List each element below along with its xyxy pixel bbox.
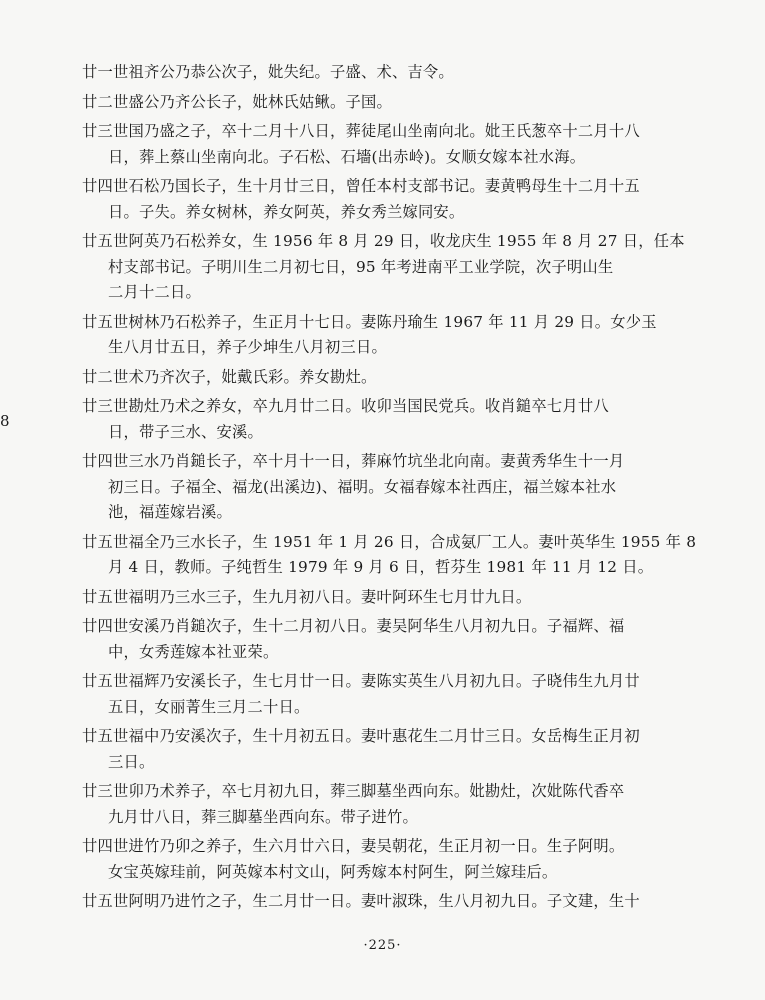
genealogy-entry <box>82 365 722 391</box>
entry-continuation-line: 月 4 日，教师。子纯哲生 1979 年 9 月 6 日，哲芬生 1981 年 11 月 12 日。 <box>108 558 654 576</box>
entry-first-line: 廿四世进竹乃卯之养子，生六月廿六日，妻吴朝花，生正月初一日。生子阿明。 <box>82 837 625 855</box>
entry-first-line: 廿四世安溪乃肖鎚次子，生十二月初八日。妻吴阿华生八月初九日。子福辉、福 <box>82 617 625 635</box>
genealogy-entry <box>82 779 722 830</box>
genealogy-entry <box>82 834 722 885</box>
entry-first-line: 廿三世国乃盛之子，卒十二月十八日，葬徒尾山坐南向北。妣王氏葱卒十二月十八 <box>82 122 640 140</box>
entry-first-line: 廿五世福辉乃安溪长子，生七月廿一日。妻陈实英生八月初九日。子晓伟生九月廿 <box>82 672 640 690</box>
entry-first-line: 廿三世勘灶乃术之养女，卒九月廿二日。收卯当国民党兵。收肖鎚卒七月廿八 <box>82 397 609 415</box>
entry-continuation-line: 女宝英嫁珪前，阿英嫁本村文山，阿秀嫁本村阿生，阿兰嫁珪后。 <box>108 862 558 881</box>
entry-continuation-line: 五日，女丽菁生三月二十日。 <box>108 697 310 716</box>
genealogy-entry <box>82 60 722 86</box>
entry-first-line: 廿三世卯乃术养子，卒七月初九日，葬三脚墓坐西向东。妣勘灶，次妣陈代香卒 <box>82 782 625 800</box>
genealogy-entry <box>82 174 722 225</box>
page-number: ·225· <box>363 938 402 953</box>
entry-first-line: 廿五世阿英乃石松养女，生 1956 年 8 月 29 日，收龙庆生 1955 年 8 月 27 日，任本 <box>82 232 685 250</box>
genealogy-entry <box>82 119 722 170</box>
entry-first-line: 廿五世福全乃三水长子，生 1951 年 1 月 26 日，合成氨厂工人。妻叶英华生 1955 年 8 <box>82 532 697 551</box>
entry-continuation-line: 九月廿八日，葬三脚墓坐西向东。带子进竹。 <box>108 807 418 826</box>
entry-continuation-line: 日。子失。养女树林，养女阿英，养女秀兰嫁同安。 <box>108 202 465 221</box>
genealogy-entry <box>82 449 722 526</box>
genealogy-entries <box>82 60 722 919</box>
genealogy-entry <box>82 669 722 720</box>
entry-continuation-line: 二月十二日。 <box>108 283 201 301</box>
entry-continuation-line: 中，女秀莲嫁本社亚荣。 <box>108 642 279 661</box>
entry-first-line: 廿一世祖齐公乃恭公次子，妣失纪。子盛、术、吉令。 <box>82 63 454 81</box>
entry-first-line: 廿五世树林乃石松养子，生正月十七日。妻陈丹瑜生 1967 年 11 月 29 日。女少玉 <box>82 312 657 331</box>
entry-continuation-line: 日，带子三水、安溪。 <box>108 422 263 441</box>
genealogy-entry <box>82 310 722 361</box>
genealogy-entry <box>82 724 722 775</box>
entry-first-line: 廿二世盛公乃齐公长子，妣林氏姑鳅。子国。 <box>82 92 392 111</box>
genealogy-entry <box>82 530 722 581</box>
genealogy-entry <box>82 614 722 665</box>
entry-first-line: 廿四世石松乃国长子，生十月廿三日，曾任本村支部书记。妻黄鸭母生十二月十五 <box>82 177 640 195</box>
entry-continuation-line: 池，福莲嫁岩溪。 <box>108 503 232 521</box>
margin-mark: 8 <box>0 412 10 430</box>
entry-first-line: 廿五世福明乃三水三子，生九月初八日。妻叶阿环生七月廿九日。 <box>82 587 532 606</box>
entry-continuation-line: 日，葬上蔡山坐南向北。子石松、石墻(出赤岭)。女顺女嫁本社水海。 <box>108 147 586 166</box>
genealogy-entry <box>82 229 722 306</box>
entry-continuation-line: 三日。 <box>108 752 155 771</box>
entry-first-line: 廿二世术乃齐次子，妣戴氏彩。养女勘灶。 <box>82 367 377 386</box>
entry-continuation-line: 村支部书记。子明川生二月初七日，95 年考进南平工业学院，次子明山生 <box>108 257 614 276</box>
genealogy-entry <box>82 585 722 611</box>
entry-continuation-line: 初三日。子福全、福龙(出溪边)、福明。女福春嫁本社西庄，福兰嫁本社水 <box>108 477 617 496</box>
entry-continuation-line: 生八月廿五日，养子少坤生八月初三日。 <box>108 338 387 356</box>
entry-first-line: 廿五世福中乃安溪次子，生十月初五日。妻叶惠花生二月廿三日。女岳梅生正月初 <box>82 727 640 745</box>
genealogy-entry <box>82 889 722 915</box>
entry-first-line: 廿五世阿明乃进竹之子，生二月廿一日。妻叶淑珠，生八月初九日。子文建，生十 <box>82 892 640 910</box>
genealogy-entry <box>82 394 722 445</box>
entry-first-line: 廿四世三水乃肖鎚长子，卒十月十一日，葬麻竹坑坐北向南。妻黄秀华生十一月 <box>82 452 625 470</box>
genealogy-entry <box>82 90 722 116</box>
